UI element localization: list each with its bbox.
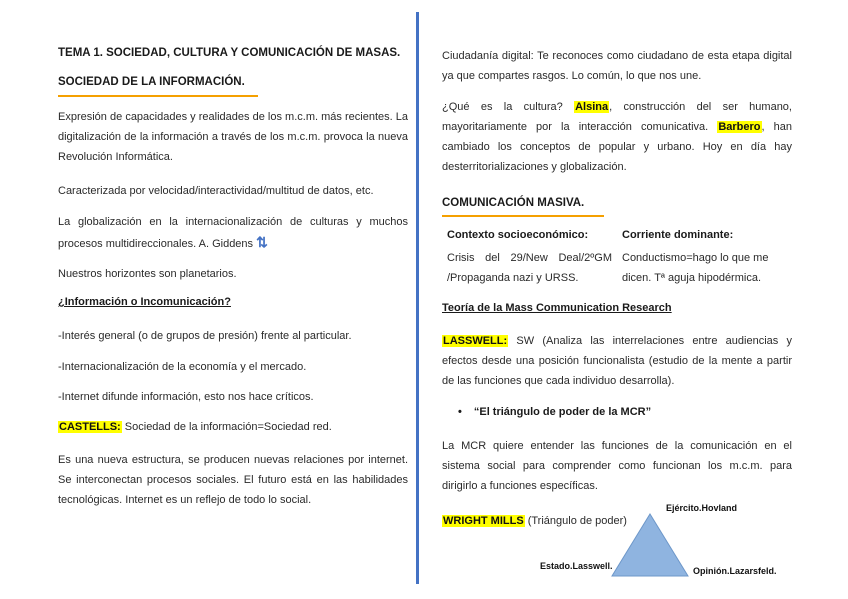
heading-rule <box>442 215 604 217</box>
heading-mcr-theory: Teoría de la Mass Communication Research <box>442 302 672 314</box>
heading-sociedad-info: SOCIEDAD DE LA INFORMACIÓN. <box>58 76 245 88</box>
triangle-label-left: Estado.Lasswell. <box>540 561 613 571</box>
paragraph-cultura <box>442 97 792 177</box>
col-contexto-head: Contexto socioeconómico: <box>447 229 589 241</box>
globalizacion-text: La globalización en la internacionalización de culturas y muchos procesos multidireccionales. A. Giddens <box>58 216 408 250</box>
highlight-lasswell: LASSWELL: <box>443 335 508 347</box>
paragraph-horizontes: Nuestros horizontes son planetarios. <box>58 268 237 280</box>
power-triangle <box>610 512 690 578</box>
highlight-wright-mills: WRIGHT MILLS <box>443 515 524 527</box>
paragraph-caracterizada: Caracterizada por velocidad/interactividad/multitud de datos, etc. <box>58 185 374 197</box>
col-corriente-text: Conductismo=hago lo que me dicen. Tª aguja hipodérmica. <box>622 252 769 284</box>
triangle-shape <box>612 514 688 576</box>
triangle-label-top: Ejército.Hovland <box>666 503 738 513</box>
paragraph-expresion: Expresión de capacidades y realidades de los m.c.m. más recientes. La digitalización de la información a través de los m.c.m. provoca la nueva Revolución Informática. <box>58 111 408 163</box>
highlight-castells: CASTELLS: <box>59 421 121 433</box>
heading-comunicacion-masiva: COMUNICACIÓN MASIVA. <box>442 197 585 209</box>
paragraph-estructura: Es una nueva estructura, se producen nuevas relaciones por internet. Se interconectan procesos sociales. El futuro está en las habilidades tecnológicas. Internet es un reflejo de todo lo social. <box>58 454 408 506</box>
wright-text: (Triángulo de poder) <box>524 515 627 527</box>
bullet-item <box>458 406 651 418</box>
list-item: -Internacionalización de la economía y el mercado. <box>58 361 307 373</box>
cultura-text-a: ¿Qué es la cultura? <box>442 101 575 113</box>
paragraph-lasswell <box>442 331 792 391</box>
column-divider <box>416 12 419 584</box>
paragraph-globalizacion <box>58 212 408 254</box>
bullet-text: “El triángulo de poder de la MCR” <box>473 406 652 418</box>
paragraph-ciudadania: Ciudadanía digital: Te reconoces como ciudadano de esta etapa digital ya que compartes rasgos. Lo común, lo que nos une. <box>442 50 792 82</box>
col-corriente-head: Corriente dominante: <box>622 229 734 241</box>
col-contexto-text: Crisis del 29/New Deal/2ºGM /Propaganda nazi y URSS. <box>447 252 612 284</box>
heading-rule <box>58 95 258 97</box>
highlight-alsina: Alsina <box>575 101 609 113</box>
list-item: -Internet difunde información, esto nos hace críticos. <box>58 391 314 403</box>
triangle-label-right: Opinión.Lazarsfeld. <box>693 566 777 576</box>
castells-text: Sociedad de la información=Sociedad red. <box>121 421 332 433</box>
paragraph-mcr: La MCR quiere entender las funciones de la comunicación en el sistema social para comprender como funcionan los m.c.m. para dirigirlo a funciones específicas. <box>442 440 792 492</box>
heading-incomunicacion: ¿Información o Incomunicación? <box>58 296 231 308</box>
up-down-arrows-icon: ⇅ <box>256 234 268 250</box>
cultura-text-c: , han cambiado los conceptos de popular y urbano. Hoy en día hay desterritorializaciones y globalización. <box>442 121 792 173</box>
list-item: -Interés general (o de grupos de presión) frente al particular. <box>58 330 352 342</box>
paragraph-castells <box>58 417 408 437</box>
cultura-text-b: , construcción del ser humano, mayoritariamente por la interacción comunicativa. <box>442 101 792 133</box>
lasswell-text: SW (Analiza las interrelaciones entre audiencias y efectos desde una posición funcionalista (estudio de la mente a partir de las funciones que cada individuo desarrolla). <box>442 335 792 387</box>
bullet-icon: • <box>458 406 462 418</box>
highlight-barbero: Barbero <box>718 121 761 133</box>
document-title: TEMA 1. SOCIEDAD, CULTURA Y COMUNICACIÓN DE MASAS. <box>58 47 401 59</box>
